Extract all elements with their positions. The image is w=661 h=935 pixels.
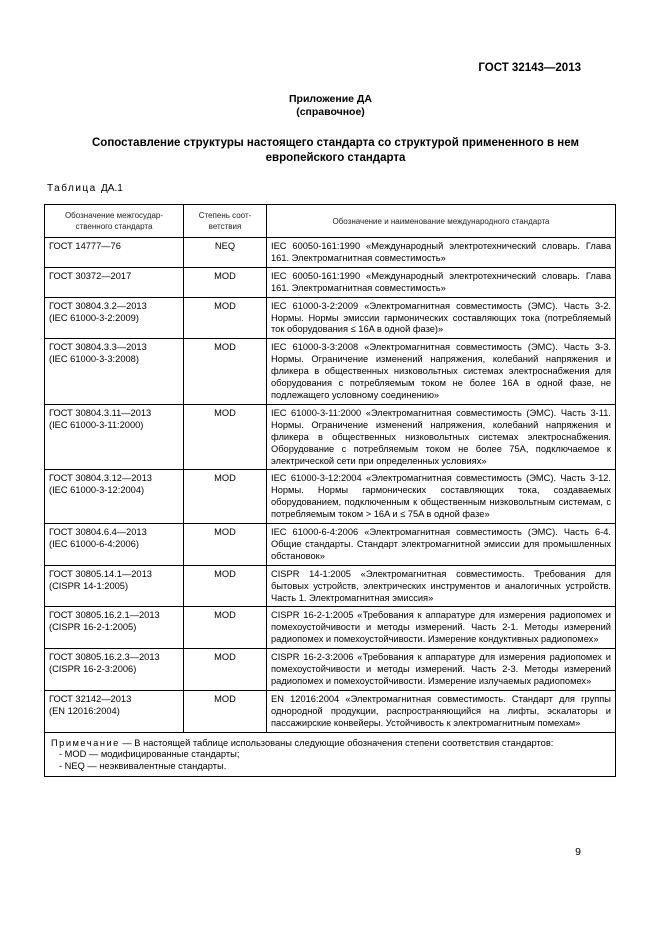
table-row xyxy=(45,565,616,607)
header-international: Обозначение и наименование международного стандарта xyxy=(267,205,616,238)
degree-cell: NEQ xyxy=(184,238,267,268)
degree-cell: MOD xyxy=(184,339,267,405)
gost-source-standard: (IEC 61000-3-12:2004) xyxy=(49,485,145,496)
international-standard-cell: IEC 61000-3-11:2000 «Электромагнитная совместимость (ЭМС). Часть 3-11. Нормы. Ограничение изменений напряжения, колебаний напряжения и фликера в общественных низковольтных системах электроснабжения. Оборудование с потребляемым током не более 75А, подключаемое к электрической сети при определенных условиях» xyxy=(267,404,616,470)
international-standard-cell: IEC 61000-6-4:2006 «Электромагнитная совместимость (ЭМС). Часть 6-4. Общие стандарты. Стандарт электромагнитной эмиссии для промышленных обстановок» xyxy=(267,524,616,566)
header-degree: Степень соот-ветствия xyxy=(184,205,267,238)
page-title xyxy=(60,136,611,166)
international-standard-cell: CISPR 16-2-1:2005 «Требования к аппаратуре для измерения радиопомех и помехоустойчивости и методы измерений. Часть 2-1. Методы измерений радиопомех и помехоустойчивости. Измерение кондуктивных радиопомех» xyxy=(267,607,616,649)
correspondence-table xyxy=(44,204,616,777)
note-row xyxy=(45,732,616,777)
appendix-title: Приложение ДА xyxy=(289,93,372,105)
international-standard-cell: CISPR 16-2-3:2006 «Требования к аппаратуре для измерения радиопомех и помехоустойчивости и методы измерений. Часть 2-3. Методы измерений радиопомех и помехоустойчивости. Измерение излучаемых радиопомех» xyxy=(267,649,616,691)
degree-cell: MOD xyxy=(184,607,267,649)
table-note xyxy=(45,732,616,777)
table-caption xyxy=(47,183,123,194)
appendix-subtitle: (справочное) xyxy=(296,106,365,118)
page-title-line-1: Сопоставление структуры настоящего стандарта со структурой примененного в нем xyxy=(92,137,579,149)
gost-cell xyxy=(45,297,184,339)
degree-cell: MOD xyxy=(184,404,267,470)
gost-designation: ГОСТ 14777—76 xyxy=(49,241,121,251)
degree-cell: MOD xyxy=(184,524,267,566)
table-row xyxy=(45,690,616,732)
gost-cell xyxy=(45,238,184,268)
gost-designation: ГОСТ 30804.3.2—2013 xyxy=(49,300,147,311)
international-standard-cell: EN 12016:2004 «Электромагнитная совместимость. Стандарт для группы однородной продукции, распространяющийся на лифты, эскалаторы и пассажирские конвейеры. Устойчивость к электромагнитным помехам» xyxy=(267,690,616,732)
international-standard-cell: IEC 60050-161:1990 «Международный электротехнический словарь. Глава 161. Электромагнитная совместимость» xyxy=(267,238,616,268)
gost-cell xyxy=(45,524,184,566)
table-row xyxy=(45,607,616,649)
international-standard-cell: IEC 61000-3-12:2004 «Электромагнитная совместимость (ЭМС). Часть 3-12. Нормы. Нормы гармонических составляющих тока, создаваемых оборудованием, подключенным к общественным низковольтным системам, с потребляемым током > 16A и ≤ 75A в одной фазе» xyxy=(267,470,616,524)
note-label: Примечание xyxy=(51,737,120,748)
gost-designation: ГОСТ 30805.16.2.3—2013 xyxy=(49,652,160,663)
gost-cell xyxy=(45,649,184,691)
international-standard-cell: IEC 61000-3-2:2009 «Электромагнитная совместимость (ЭМС). Часть 3-2. Нормы. Нормы эмиссии гармонических составляющих тока (потребляемый ток оборудования ≤ 16A в одной фазе)» xyxy=(267,297,616,339)
table-row xyxy=(45,297,616,339)
note-text: — В настоящей таблице использованы следующие обозначения степени соответствия стандартов: xyxy=(122,737,554,748)
page-number: 9 xyxy=(575,846,581,858)
gost-cell xyxy=(45,339,184,405)
table-row xyxy=(45,470,616,524)
header-gost: Обозначение межгосудар-ственного стандарта xyxy=(45,205,184,238)
note-neq: - NEQ — неэквивалентные стандарты. xyxy=(59,760,227,771)
gost-designation: ГОСТ 30804.6.4—2013 xyxy=(49,527,147,538)
table-row xyxy=(45,339,616,405)
gost-source-standard: (EN 12016:2004) xyxy=(49,705,120,716)
gost-source-standard: (IEC 61000-3-2:2009) xyxy=(49,312,139,323)
degree-cell: MOD xyxy=(184,649,267,691)
gost-designation: ГОСТ 30805.16.2.1—2013 xyxy=(49,610,160,621)
appendix-heading xyxy=(0,93,661,119)
gost-cell xyxy=(45,404,184,470)
table-header-row xyxy=(45,205,616,238)
table-row xyxy=(45,524,616,566)
gost-cell xyxy=(45,690,184,732)
gost-designation: ГОСТ 30804.3.12—2013 xyxy=(49,473,152,484)
degree-cell: MOD xyxy=(184,297,267,339)
page-title-line-2: европейского стандарта xyxy=(265,152,406,164)
international-standard-cell: IEC 60050-161:1990 «Международный электротехнический словарь. Глава 161. Электромагнитная совместимость» xyxy=(267,267,616,297)
note-mod: - MOD — модифицированные стандарты; xyxy=(59,749,240,760)
gost-cell xyxy=(45,607,184,649)
international-standard-cell: CISPR 14-1:2005 «Электромагнитная совместимость. Требования для бытовых устройств, электрических инструментов и аналогичных устройств. Часть 1. Электромагнитная эмиссия» xyxy=(267,565,616,607)
table-row xyxy=(45,649,616,691)
gost-designation: ГОСТ 30804.3.11—2013 xyxy=(49,407,152,418)
degree-cell: MOD xyxy=(184,267,267,297)
gost-designation: ГОСТ 30804.3.3—2013 xyxy=(49,342,147,353)
gost-designation: ГОСТ 30372—2017 xyxy=(49,270,132,281)
degree-cell: MOD xyxy=(184,565,267,607)
gost-source-standard: (IEC 61000-3-11:2000) xyxy=(49,419,144,430)
gost-cell xyxy=(45,267,184,297)
table-row xyxy=(45,238,616,268)
gost-source-standard: (CISPR 16-2-1:2005) xyxy=(49,622,137,633)
gost-source-standard: (CISPR 14-1:2005) xyxy=(49,580,129,591)
gost-cell xyxy=(45,565,184,607)
table-row xyxy=(45,404,616,470)
degree-cell: MOD xyxy=(184,470,267,524)
gost-source-standard: (IEC 61000-6-4:2006) xyxy=(49,538,139,549)
gost-source-standard: (CISPR 16-2-3:2006) xyxy=(49,664,137,675)
gost-designation: ГОСТ 30805.14.1—2013 xyxy=(49,568,152,579)
gost-cell xyxy=(45,470,184,524)
table-caption-number: ДА.1 xyxy=(101,183,123,194)
gost-designation: ГОСТ 32142—2013 xyxy=(49,693,132,704)
document-code: ГОСТ 32143—2013 xyxy=(478,62,581,74)
table-row xyxy=(45,267,616,297)
degree-cell: MOD xyxy=(184,690,267,732)
gost-source-standard: (IEC 61000-3-3:2008) xyxy=(49,354,139,365)
international-standard-cell: IEC 61000-3-3:2008 «Электромагнитная совместимость (ЭМС). Часть 3-3. Нормы. Ограничение изменений напряжения, колебаний напряжения и фликера в общественных низковольтных системах электроснабжения для оборудования с потребляемым током не более 16А в одной фазе, не подлежащего условному соединению» xyxy=(267,339,616,405)
table-caption-word: Таблица xyxy=(47,183,97,194)
